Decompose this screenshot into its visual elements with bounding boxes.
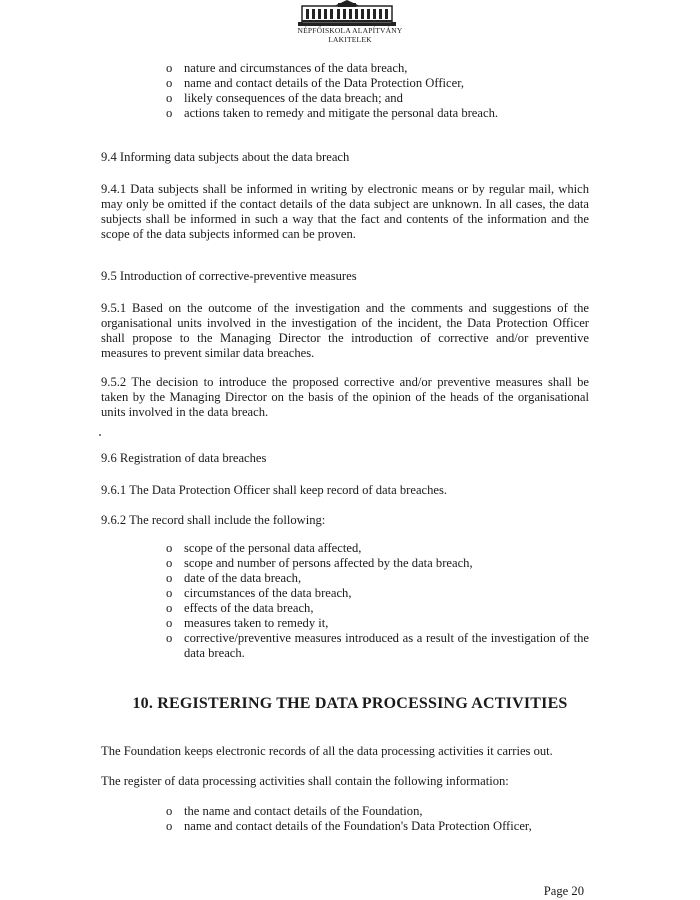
breach-notice-list <box>166 61 596 121</box>
bullet-circle-icon: o <box>166 91 173 105</box>
list-item: o likely consequences of the data breach; and <box>166 91 403 105</box>
bullet-circle-icon: o <box>166 556 173 570</box>
section-heading-9-6: 9.6 Registration of data breaches <box>101 451 267 465</box>
paragraph-9-5-2: 9.5.2 The decision to introduce the proposed corrective and/or preventive measures shall be taken by the Managing Director on the basis of the opinion of the heads of the organisational units involved in the data breach. <box>101 375 589 419</box>
list-item: o actions taken to remedy and mitigate the personal data breach. <box>166 106 499 120</box>
list-item: o name and contact details of the Data Protection Officer, <box>166 76 465 90</box>
list-item: o circumstances of the data breach, <box>166 586 352 600</box>
paragraph-9-6-2: 9.6.2 The record shall include the following: <box>101 513 326 527</box>
org-city: LAKITELEK <box>328 35 372 44</box>
paragraph-9-4-1: 9.4.1 Data subjects shall be informed in writing by electronic means or by regular mail, which may only be omitted if the contact details of the data subject are unknown. In all cases, the data subjects shall be informed in such a way that the fact and contents of the information and the scope of the data subjects informed can be proven. <box>101 182 589 241</box>
bullet-circle-icon: o <box>166 541 173 555</box>
list-item: o date of the data breach, <box>166 571 302 585</box>
record-contents-list <box>166 541 589 661</box>
building-logo-icon <box>298 0 396 28</box>
bullet-circle-icon: o <box>166 571 173 585</box>
bullet-circle-icon: o <box>166 819 173 833</box>
bullet-circle-icon: o <box>166 61 173 75</box>
bullet-circle-icon: o <box>166 601 173 615</box>
paragraph-10-register: The register of data processing activities shall contain the following information: <box>101 774 509 788</box>
list-item: o the name and contact details of the Foundation, <box>166 804 423 818</box>
bullet-circle-icon: o <box>166 616 173 630</box>
bullet-circle-icon: o <box>166 106 173 120</box>
bullet-circle-icon: o <box>166 631 173 645</box>
list-item: o scope of the personal data affected, <box>166 541 362 555</box>
paragraph-9-5-1: 9.5.1 Based on the outcome of the investigation and the comments and suggestions of the organisational units involved in the investigation of the incident, the Data Protection Officer shall propose to the Managing Director the introduction of corrective and/or preventive measures to prevent similar data breaches. <box>101 301 589 360</box>
page-number: Page 20 <box>543 884 584 898</box>
bullet-circle-icon: o <box>166 76 173 90</box>
register-contents-list <box>166 804 596 834</box>
list-item: o effects of the data breach, <box>166 601 314 615</box>
list-item: o name and contact details of the Foundation's Data Protection Officer, <box>166 819 532 833</box>
list-item: o nature and circumstances of the data breach, <box>166 61 408 75</box>
paragraph-10-intro: The Foundation keeps electronic records of all the data processing activities it carries out. <box>101 744 553 758</box>
bullet-circle-icon: o <box>166 804 173 818</box>
section-heading-9-4: 9.4 Informing data subjects about the data breach <box>101 150 350 164</box>
bullet-circle-icon: o <box>166 586 173 600</box>
list-item: o corrective/preventive measures introduced as a result of the investigation of the data breach. <box>166 631 589 660</box>
list-item: o measures taken to remedy it, <box>166 616 329 630</box>
section-heading-9-5: 9.5 Introduction of corrective-preventive measures <box>101 269 357 283</box>
paragraph-9-6-1: 9.6.1 The Data Protection Officer shall keep record of data breaches. <box>101 483 448 497</box>
list-item: o scope and number of persons affected by the data breach, <box>166 556 473 570</box>
scan-speck <box>99 434 101 436</box>
org-name: NÉPFŐISKOLA ALAPÍTVÁNY <box>297 26 403 35</box>
section-title-10: 10. REGISTERING THE DATA PROCESSING ACTIVITIES <box>132 695 568 712</box>
